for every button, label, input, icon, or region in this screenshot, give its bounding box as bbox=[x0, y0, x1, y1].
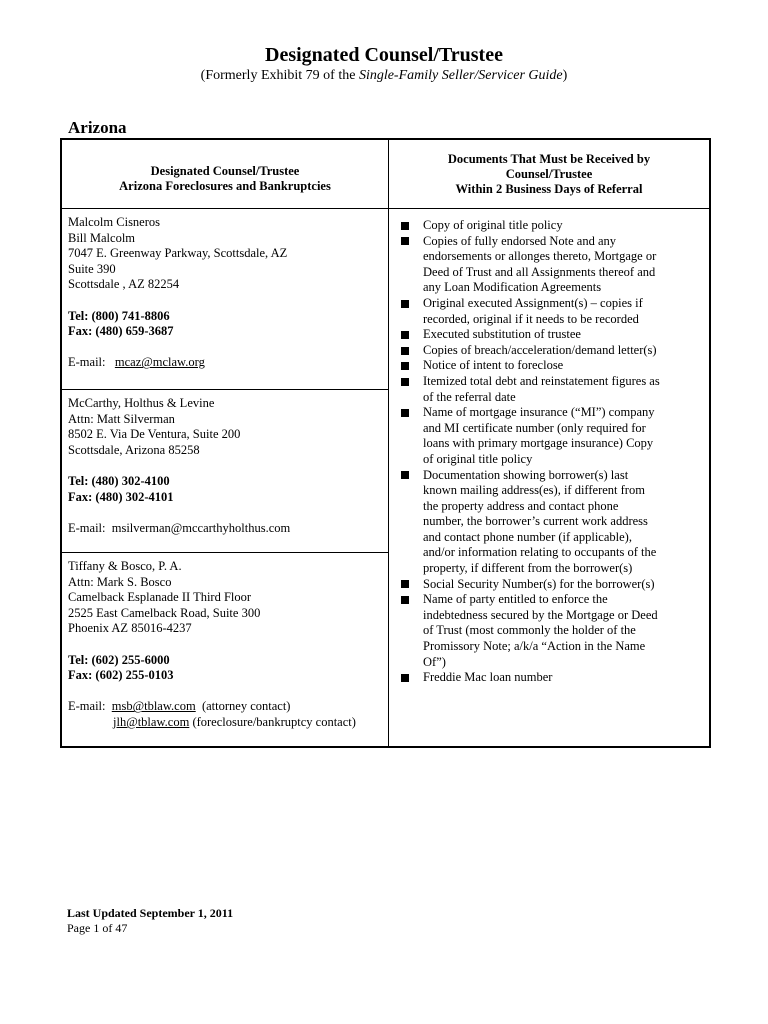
address-line: Scottsdale , AZ 82254 bbox=[68, 277, 180, 292]
subtitle-suffix: ) bbox=[562, 68, 568, 83]
document-text-line: of original title policy bbox=[423, 451, 533, 466]
square-bullet-icon bbox=[401, 378, 409, 386]
document-text-line: Name of party entitled to enforce the bbox=[423, 592, 608, 607]
document-text-line: Of”) bbox=[423, 654, 446, 669]
email-note: (attorney contact) bbox=[201, 699, 291, 714]
document-text bbox=[423, 468, 656, 577]
firm-name: McCarthy, Holthus & Levine bbox=[68, 396, 215, 410]
document-item bbox=[401, 358, 699, 374]
header-line: Counsel/Trustee bbox=[505, 166, 593, 181]
square-bullet-icon bbox=[401, 347, 409, 355]
document-text-line: Deed of Trust and all Assignments thereof and bbox=[423, 264, 656, 279]
header-line: Designated Counsel/Trustee bbox=[150, 164, 300, 178]
document-text-line: the property address and contact phone bbox=[423, 498, 619, 513]
address-line: Attn: Mark S. Bosco bbox=[68, 574, 172, 589]
document-text-line: known mailing address(es), if different from bbox=[423, 483, 645, 498]
firm-name: Malcolm Cisneros bbox=[68, 215, 161, 229]
address-line: Suite 390 bbox=[68, 261, 116, 276]
document-text-line: Original executed Assignment(s) – copies if bbox=[423, 295, 643, 310]
email-row bbox=[68, 699, 381, 715]
email-row-secondary bbox=[68, 715, 381, 731]
email-row bbox=[68, 355, 381, 371]
fax: Fax: (480) 659-3687 bbox=[68, 324, 174, 339]
document-item bbox=[401, 374, 699, 405]
document-text-line: of Trust (most commonly the holder of the bbox=[423, 623, 636, 638]
document-text-line: indebtedness secured by the Mortgage or Deed bbox=[423, 607, 658, 622]
address-line: 7047 E. Greenway Parkway, Scottsdale, AZ bbox=[68, 246, 288, 261]
square-bullet-icon bbox=[401, 237, 409, 245]
firm-name: Tiffany & Bosco, P. A. bbox=[68, 559, 182, 573]
square-bullet-icon bbox=[401, 580, 409, 588]
document-text-line: of the referral date bbox=[423, 389, 516, 404]
document-item bbox=[401, 296, 699, 327]
document-text-line: loans with primary mortgage insurance) Copy bbox=[423, 436, 654, 451]
document-text bbox=[423, 577, 655, 593]
document-text-line: and MI certificate number (only required for bbox=[423, 420, 646, 435]
document-item bbox=[401, 577, 699, 593]
counsel-column-header bbox=[62, 140, 388, 209]
document-text bbox=[423, 343, 657, 359]
document-text-line: Promissory Note; a/k/a “Action in the Name bbox=[423, 639, 646, 654]
email-link[interactable]: msb@tblaw.com bbox=[111, 699, 196, 714]
email-link[interactable]: mcaz@mclaw.org bbox=[114, 355, 205, 370]
document-text-line: Documentation showing borrower(s) last bbox=[423, 467, 629, 482]
document-text-line: Freddie Mac loan number bbox=[423, 670, 553, 685]
address-line: 8502 E. Via De Ventura, Suite 200 bbox=[68, 427, 241, 442]
square-bullet-icon bbox=[401, 300, 409, 308]
square-bullet-icon bbox=[401, 471, 409, 479]
address-line: Phoenix AZ 85016-4237 bbox=[68, 621, 192, 636]
counsel-entry bbox=[62, 553, 388, 748]
document-text-line: number, the borrower’s current work address bbox=[423, 514, 648, 529]
counsel-column bbox=[62, 140, 389, 746]
document-item bbox=[401, 405, 699, 467]
document-item bbox=[401, 327, 699, 343]
counsel-entry bbox=[62, 209, 388, 390]
subtitle-guide-name: Single-Family Seller/Servicer Guide bbox=[358, 68, 563, 83]
square-bullet-icon bbox=[401, 362, 409, 370]
header-line: Arizona Foreclosures and Bankruptcies bbox=[119, 179, 331, 193]
document-text-line: recorded, original if it needs to be recorded bbox=[423, 311, 639, 326]
document-text-line: Copies of breach/acceleration/demand letter(s) bbox=[423, 342, 657, 357]
telephone: Tel: (800) 741-8806 bbox=[68, 308, 170, 323]
document-text bbox=[423, 670, 552, 686]
address-line: Attn: Matt Silverman bbox=[68, 411, 175, 426]
telephone: Tel: (602) 255-6000 bbox=[68, 652, 170, 667]
address-line: Bill Malcolm bbox=[68, 230, 136, 245]
document-text bbox=[423, 358, 563, 374]
square-bullet-icon bbox=[401, 331, 409, 339]
document-item bbox=[401, 468, 699, 577]
email-link[interactable]: jlh@tblaw.com bbox=[113, 714, 190, 729]
subtitle-prefix: (Formerly Exhibit 79 of the bbox=[200, 68, 359, 83]
document-text-line: property, if different from the borrower(s) bbox=[423, 561, 633, 576]
address-line: 2525 East Camelback Road, Suite 300 bbox=[68, 605, 261, 620]
document-text-line: Copies of fully endorsed Note and any bbox=[423, 233, 617, 248]
address-line: Camelback Esplanade II Third Floor bbox=[68, 590, 252, 605]
document-title: Designated Counsel/Trustee bbox=[265, 44, 503, 66]
document-text bbox=[423, 218, 563, 234]
email-label: E-mail: bbox=[68, 699, 106, 714]
document-item bbox=[401, 234, 699, 296]
email-note: (foreclosure/bankruptcy contact) bbox=[192, 714, 356, 729]
document-text bbox=[423, 296, 643, 327]
telephone: Tel: (480) 302-4100 bbox=[68, 473, 170, 488]
document-item bbox=[401, 343, 699, 359]
documents-column bbox=[389, 140, 709, 746]
square-bullet-icon bbox=[401, 409, 409, 417]
square-bullet-icon bbox=[401, 674, 409, 682]
square-bullet-icon bbox=[401, 222, 409, 230]
email-label: E-mail: bbox=[68, 520, 106, 535]
document-text-line: endorsements or allonges thereto, Mortgage or bbox=[423, 249, 657, 264]
required-documents-list bbox=[389, 209, 709, 686]
document-text bbox=[423, 592, 658, 670]
square-bullet-icon bbox=[401, 596, 409, 604]
fax: Fax: (602) 255-0103 bbox=[68, 668, 174, 683]
document-text bbox=[423, 234, 656, 296]
header-line: Documents That Must be Received by bbox=[447, 151, 651, 166]
fax: Fax: (480) 302-4101 bbox=[68, 489, 174, 504]
last-updated: Last Updated September 1, 2011 bbox=[67, 906, 234, 920]
document-text-line: Name of mortgage insurance (“MI”) company bbox=[423, 405, 655, 420]
email-label: E-mail: bbox=[68, 355, 106, 370]
document-text-line: Itemized total debt and reinstatement figures as bbox=[423, 373, 660, 388]
document-text-line: and/or information relating to occupants of the bbox=[423, 545, 657, 560]
document-text-line: Copy of original title policy bbox=[423, 218, 563, 232]
document-text-line: any Loan Modification Agreements bbox=[423, 280, 602, 295]
documents-column-header bbox=[389, 140, 709, 209]
document-text bbox=[423, 327, 581, 343]
counsel-table bbox=[60, 138, 711, 748]
email-row bbox=[68, 521, 381, 537]
document-text bbox=[423, 374, 660, 405]
counsel-entry bbox=[62, 390, 388, 553]
document-item bbox=[401, 670, 699, 686]
document-item bbox=[401, 592, 699, 670]
document-text-line: Notice of intent to foreclose bbox=[423, 358, 564, 373]
document-subtitle bbox=[0, 68, 768, 84]
document-text-line: and contact phone number (if applicable), bbox=[423, 529, 632, 544]
state-heading: Arizona bbox=[68, 118, 127, 137]
document-text-line: Executed substitution of trustee bbox=[423, 327, 581, 342]
document-text bbox=[423, 405, 655, 467]
document-item bbox=[401, 218, 699, 234]
page-number: Page 1 of 47 bbox=[67, 921, 128, 935]
document-text-line: Social Security Number(s) for the borrower(s) bbox=[423, 576, 655, 591]
header-line: Within 2 Business Days of Referral bbox=[455, 181, 643, 196]
address-line: Scottsdale, Arizona 85258 bbox=[68, 442, 200, 457]
email-address[interactable]: msilverman@mccarthyholthus.com bbox=[111, 520, 291, 535]
